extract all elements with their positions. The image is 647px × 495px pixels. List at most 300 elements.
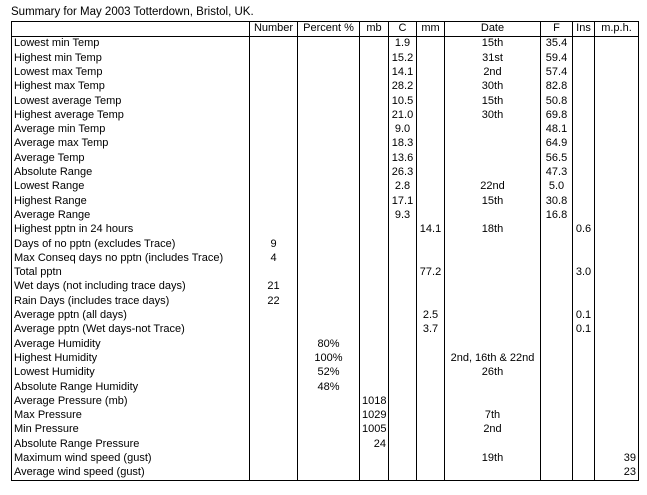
cell-label: Average Humidity bbox=[12, 337, 250, 351]
cell-label: Max Pressure bbox=[12, 409, 250, 423]
cell-number bbox=[250, 380, 298, 394]
cell-number bbox=[250, 137, 298, 151]
column-header-f: F bbox=[541, 22, 573, 37]
cell-mph bbox=[595, 180, 639, 194]
cell-percent bbox=[298, 66, 360, 80]
cell-label: Days of no pptn (excludes Trace) bbox=[12, 237, 250, 251]
cell-percent: 100% bbox=[298, 352, 360, 366]
cell-number bbox=[250, 166, 298, 180]
cell-mph bbox=[595, 437, 639, 451]
cell-percent: 80% bbox=[298, 337, 360, 351]
cell-f bbox=[541, 309, 573, 323]
cell-number bbox=[250, 209, 298, 223]
column-header-c: C bbox=[389, 22, 417, 37]
cell-mb bbox=[360, 237, 389, 251]
cell-label: Lowest max Temp bbox=[12, 66, 250, 80]
cell-mb bbox=[360, 294, 389, 308]
cell-date bbox=[445, 309, 541, 323]
cell-mm bbox=[417, 352, 445, 366]
cell-mm bbox=[417, 337, 445, 351]
cell-mm bbox=[417, 108, 445, 122]
cell-number bbox=[250, 409, 298, 423]
cell-number: 21 bbox=[250, 280, 298, 294]
cell-mph bbox=[595, 309, 639, 323]
cell-mph bbox=[595, 251, 639, 265]
cell-mph bbox=[595, 394, 639, 408]
table-row bbox=[12, 180, 639, 194]
cell-label: Average pptn (all days) bbox=[12, 309, 250, 323]
cell-date: 2nd bbox=[445, 66, 541, 80]
cell-c bbox=[389, 294, 417, 308]
cell-c bbox=[389, 380, 417, 394]
cell-mb bbox=[360, 166, 389, 180]
cell-ins bbox=[573, 166, 595, 180]
cell-c: 10.5 bbox=[389, 94, 417, 108]
cell-date bbox=[445, 437, 541, 451]
cell-label: Average Temp bbox=[12, 151, 250, 165]
cell-label: Absolute Range bbox=[12, 166, 250, 180]
cell-date bbox=[445, 137, 541, 151]
cell-mm bbox=[417, 423, 445, 437]
column-header-mb: mb bbox=[360, 22, 389, 37]
cell-mph bbox=[595, 323, 639, 337]
cell-ins bbox=[573, 409, 595, 423]
cell-label: Rain Days (includes trace days) bbox=[12, 294, 250, 308]
cell-label: Highest Humidity bbox=[12, 352, 250, 366]
cell-label: Highest min Temp bbox=[12, 51, 250, 65]
cell-ins: 0.1 bbox=[573, 309, 595, 323]
cell-ins bbox=[573, 37, 595, 52]
cell-ins bbox=[573, 151, 595, 165]
cell-number bbox=[250, 423, 298, 437]
cell-f bbox=[541, 237, 573, 251]
cell-c bbox=[389, 309, 417, 323]
column-header-mm: mm bbox=[417, 22, 445, 37]
cell-f bbox=[541, 294, 573, 308]
cell-number bbox=[250, 394, 298, 408]
table-row bbox=[12, 237, 639, 251]
cell-ins bbox=[573, 209, 595, 223]
cell-f bbox=[541, 266, 573, 280]
cell-f: 69.8 bbox=[541, 108, 573, 122]
cell-number bbox=[250, 223, 298, 237]
cell-number: 22 bbox=[250, 294, 298, 308]
cell-mm bbox=[417, 466, 445, 481]
cell-f bbox=[541, 466, 573, 481]
cell-mph bbox=[595, 352, 639, 366]
table-row bbox=[12, 352, 639, 366]
cell-percent bbox=[298, 151, 360, 165]
column-header-date: Date bbox=[445, 22, 541, 37]
cell-ins: 0.6 bbox=[573, 223, 595, 237]
cell-label: Absolute Range Humidity bbox=[12, 380, 250, 394]
cell-c: 15.2 bbox=[389, 51, 417, 65]
cell-mb bbox=[360, 352, 389, 366]
table-row bbox=[12, 151, 639, 165]
cell-mph bbox=[595, 337, 639, 351]
cell-date bbox=[445, 266, 541, 280]
cell-f bbox=[541, 409, 573, 423]
cell-percent bbox=[298, 466, 360, 481]
table-row bbox=[12, 209, 639, 223]
cell-date: 30th bbox=[445, 80, 541, 94]
cell-mph bbox=[595, 209, 639, 223]
cell-ins bbox=[573, 394, 595, 408]
cell-c bbox=[389, 366, 417, 380]
cell-f: 56.5 bbox=[541, 151, 573, 165]
cell-mb bbox=[360, 466, 389, 481]
cell-date: 18th bbox=[445, 223, 541, 237]
cell-percent bbox=[298, 223, 360, 237]
cell-c bbox=[389, 466, 417, 481]
table-row bbox=[12, 409, 639, 423]
cell-percent bbox=[298, 51, 360, 65]
cell-c bbox=[389, 352, 417, 366]
cell-number bbox=[250, 366, 298, 380]
cell-date bbox=[445, 380, 541, 394]
cell-mb bbox=[360, 280, 389, 294]
cell-number bbox=[250, 323, 298, 337]
cell-label: Highest Range bbox=[12, 194, 250, 208]
table-row bbox=[12, 337, 639, 351]
cell-c bbox=[389, 323, 417, 337]
cell-mph bbox=[595, 294, 639, 308]
column-header-number: Number bbox=[250, 22, 298, 37]
cell-mm: 14.1 bbox=[417, 223, 445, 237]
cell-mb bbox=[360, 380, 389, 394]
cell-mph bbox=[595, 108, 639, 122]
cell-ins bbox=[573, 294, 595, 308]
cell-c: 9.0 bbox=[389, 123, 417, 137]
cell-number bbox=[250, 266, 298, 280]
cell-mb bbox=[360, 108, 389, 122]
cell-ins bbox=[573, 437, 595, 451]
cell-mb bbox=[360, 123, 389, 137]
cell-mb bbox=[360, 94, 389, 108]
cell-date bbox=[445, 237, 541, 251]
cell-mph bbox=[595, 380, 639, 394]
cell-label: Lowest min Temp bbox=[12, 37, 250, 52]
cell-f bbox=[541, 366, 573, 380]
cell-f: 50.8 bbox=[541, 94, 573, 108]
table-row bbox=[12, 94, 639, 108]
cell-percent bbox=[298, 266, 360, 280]
table-row bbox=[12, 108, 639, 122]
cell-c: 26.3 bbox=[389, 166, 417, 180]
cell-f: 30.8 bbox=[541, 194, 573, 208]
cell-mm bbox=[417, 180, 445, 194]
cell-percent bbox=[298, 209, 360, 223]
cell-mph bbox=[595, 151, 639, 165]
cell-mph bbox=[595, 80, 639, 94]
cell-label: Wet days (not including trace days) bbox=[12, 280, 250, 294]
cell-c bbox=[389, 266, 417, 280]
table-row bbox=[12, 280, 639, 294]
cell-f: 48.1 bbox=[541, 123, 573, 137]
cell-mph bbox=[595, 409, 639, 423]
cell-ins bbox=[573, 194, 595, 208]
cell-mm: 77.2 bbox=[417, 266, 445, 280]
cell-mph bbox=[595, 366, 639, 380]
cell-number bbox=[250, 309, 298, 323]
cell-ins bbox=[573, 137, 595, 151]
cell-mm: 2.5 bbox=[417, 309, 445, 323]
table-row bbox=[12, 380, 639, 394]
cell-f bbox=[541, 251, 573, 265]
cell-mm bbox=[417, 437, 445, 451]
cell-mb bbox=[360, 337, 389, 351]
cell-date bbox=[445, 294, 541, 308]
cell-c bbox=[389, 280, 417, 294]
cell-number bbox=[250, 51, 298, 65]
cell-mb bbox=[360, 309, 389, 323]
cell-c: 1.9 bbox=[389, 37, 417, 52]
cell-date: 2nd, 16th & 22nd bbox=[445, 352, 541, 366]
cell-mb bbox=[360, 194, 389, 208]
cell-number bbox=[250, 37, 298, 52]
cell-label: Min Pressure bbox=[12, 423, 250, 437]
cell-ins bbox=[573, 123, 595, 137]
cell-mb bbox=[360, 37, 389, 52]
cell-date: 7th bbox=[445, 409, 541, 423]
cell-mph bbox=[595, 51, 639, 65]
cell-percent bbox=[298, 237, 360, 251]
cell-mph bbox=[595, 166, 639, 180]
cell-percent: 52% bbox=[298, 366, 360, 380]
cell-ins bbox=[573, 108, 595, 122]
table-row bbox=[12, 466, 639, 481]
cell-mb bbox=[360, 209, 389, 223]
table-row bbox=[12, 452, 639, 466]
cell-percent bbox=[298, 80, 360, 94]
cell-label: Average max Temp bbox=[12, 137, 250, 151]
cell-percent bbox=[298, 437, 360, 451]
cell-f: 57.4 bbox=[541, 66, 573, 80]
cell-date bbox=[445, 323, 541, 337]
cell-label: Average min Temp bbox=[12, 123, 250, 137]
summary-table bbox=[11, 21, 639, 481]
table-row bbox=[12, 166, 639, 180]
cell-f bbox=[541, 280, 573, 294]
cell-ins bbox=[573, 66, 595, 80]
cell-date bbox=[445, 151, 541, 165]
cell-mb bbox=[360, 151, 389, 165]
cell-ins bbox=[573, 352, 595, 366]
cell-mm bbox=[417, 37, 445, 52]
cell-ins bbox=[573, 51, 595, 65]
column-header-percent: Percent % bbox=[298, 22, 360, 37]
table-row bbox=[12, 51, 639, 65]
cell-f bbox=[541, 394, 573, 408]
cell-mb bbox=[360, 452, 389, 466]
column-header-label bbox=[12, 22, 250, 37]
cell-mm bbox=[417, 409, 445, 423]
cell-ins bbox=[573, 80, 595, 94]
table-body bbox=[12, 37, 639, 481]
table-row bbox=[12, 423, 639, 437]
cell-mb bbox=[360, 51, 389, 65]
cell-ins bbox=[573, 251, 595, 265]
table-row bbox=[12, 266, 639, 280]
cell-ins bbox=[573, 366, 595, 380]
cell-mm bbox=[417, 394, 445, 408]
table-row bbox=[12, 251, 639, 265]
cell-percent bbox=[298, 37, 360, 52]
cell-c: 21.0 bbox=[389, 108, 417, 122]
cell-percent: 48% bbox=[298, 380, 360, 394]
cell-mm bbox=[417, 237, 445, 251]
cell-number bbox=[250, 94, 298, 108]
cell-label: Average pptn (Wet days-not Trace) bbox=[12, 323, 250, 337]
cell-c: 14.1 bbox=[389, 66, 417, 80]
cell-c: 13.6 bbox=[389, 151, 417, 165]
cell-c bbox=[389, 452, 417, 466]
cell-ins: 0.1 bbox=[573, 323, 595, 337]
cell-mph bbox=[595, 266, 639, 280]
cell-c bbox=[389, 394, 417, 408]
cell-c: 17.1 bbox=[389, 194, 417, 208]
header-row bbox=[12, 22, 639, 37]
table-row bbox=[12, 80, 639, 94]
cell-label: Max Conseq days no pptn (includes Trace) bbox=[12, 251, 250, 265]
cell-f bbox=[541, 452, 573, 466]
table-row bbox=[12, 394, 639, 408]
cell-label: Absolute Range Pressure bbox=[12, 437, 250, 451]
cell-ins bbox=[573, 452, 595, 466]
cell-ins bbox=[573, 280, 595, 294]
cell-mph bbox=[595, 123, 639, 137]
cell-mph bbox=[595, 66, 639, 80]
cell-f: 35.4 bbox=[541, 37, 573, 52]
cell-mph bbox=[595, 94, 639, 108]
cell-mm bbox=[417, 366, 445, 380]
cell-c: 9.3 bbox=[389, 209, 417, 223]
cell-f bbox=[541, 337, 573, 351]
table-row bbox=[12, 323, 639, 337]
cell-percent bbox=[298, 180, 360, 194]
cell-label: Average Pressure (mb) bbox=[12, 394, 250, 408]
cell-mm bbox=[417, 209, 445, 223]
cell-mph bbox=[595, 137, 639, 151]
table-row bbox=[12, 37, 639, 52]
cell-mm bbox=[417, 251, 445, 265]
cell-c bbox=[389, 251, 417, 265]
cell-f: 64.9 bbox=[541, 137, 573, 151]
cell-mb bbox=[360, 323, 389, 337]
cell-c bbox=[389, 337, 417, 351]
cell-ins bbox=[573, 380, 595, 394]
cell-mm bbox=[417, 380, 445, 394]
cell-mb: 1029 bbox=[360, 409, 389, 423]
cell-label: Lowest average Temp bbox=[12, 94, 250, 108]
cell-number bbox=[250, 352, 298, 366]
cell-percent bbox=[298, 166, 360, 180]
cell-mm bbox=[417, 94, 445, 108]
cell-label: Average Range bbox=[12, 209, 250, 223]
cell-mb bbox=[360, 66, 389, 80]
table-row bbox=[12, 294, 639, 308]
cell-ins bbox=[573, 237, 595, 251]
table-row bbox=[12, 137, 639, 151]
cell-mb bbox=[360, 266, 389, 280]
cell-f bbox=[541, 437, 573, 451]
cell-date: 26th bbox=[445, 366, 541, 380]
cell-percent bbox=[298, 309, 360, 323]
cell-f: 47.3 bbox=[541, 166, 573, 180]
cell-number bbox=[250, 194, 298, 208]
cell-label: Total pptn bbox=[12, 266, 250, 280]
cell-mm bbox=[417, 280, 445, 294]
cell-ins: 3.0 bbox=[573, 266, 595, 280]
cell-mb bbox=[360, 366, 389, 380]
cell-mb bbox=[360, 223, 389, 237]
cell-ins bbox=[573, 423, 595, 437]
cell-percent bbox=[298, 108, 360, 122]
cell-percent bbox=[298, 323, 360, 337]
cell-mm bbox=[417, 66, 445, 80]
cell-percent bbox=[298, 452, 360, 466]
cell-label: Highest max Temp bbox=[12, 80, 250, 94]
cell-f: 82.8 bbox=[541, 80, 573, 94]
cell-mm: 3.7 bbox=[417, 323, 445, 337]
cell-date bbox=[445, 466, 541, 481]
cell-c bbox=[389, 409, 417, 423]
table-row bbox=[12, 66, 639, 80]
table-row bbox=[12, 194, 639, 208]
cell-percent bbox=[298, 94, 360, 108]
cell-c: 28.2 bbox=[389, 80, 417, 94]
table-row bbox=[12, 309, 639, 323]
cell-date bbox=[445, 166, 541, 180]
cell-label: Lowest Range bbox=[12, 180, 250, 194]
cell-ins bbox=[573, 337, 595, 351]
column-header-mph: m.p.h. bbox=[595, 22, 639, 37]
cell-number bbox=[250, 337, 298, 351]
cell-date bbox=[445, 123, 541, 137]
cell-label: Maximum wind speed (gust) bbox=[12, 452, 250, 466]
cell-label: Highest pptn in 24 hours bbox=[12, 223, 250, 237]
cell-mph bbox=[595, 223, 639, 237]
cell-mm bbox=[417, 80, 445, 94]
cell-c bbox=[389, 423, 417, 437]
cell-f: 59.4 bbox=[541, 51, 573, 65]
cell-mph bbox=[595, 280, 639, 294]
cell-label: Average wind speed (gust) bbox=[12, 466, 250, 481]
cell-date: 22nd bbox=[445, 180, 541, 194]
cell-f bbox=[541, 352, 573, 366]
cell-percent bbox=[298, 123, 360, 137]
cell-ins bbox=[573, 180, 595, 194]
cell-mm bbox=[417, 137, 445, 151]
cell-percent bbox=[298, 251, 360, 265]
page-title: Summary for May 2003 Totterdown, Bristol, UK. bbox=[11, 6, 254, 18]
cell-number: 9 bbox=[250, 237, 298, 251]
cell-mph: 23 bbox=[595, 466, 639, 481]
cell-c: 18.3 bbox=[389, 137, 417, 151]
cell-ins bbox=[573, 466, 595, 481]
cell-f: 5.0 bbox=[541, 180, 573, 194]
cell-number bbox=[250, 437, 298, 451]
cell-mm bbox=[417, 452, 445, 466]
cell-mph bbox=[595, 37, 639, 52]
cell-c bbox=[389, 437, 417, 451]
cell-date bbox=[445, 337, 541, 351]
table-row bbox=[12, 123, 639, 137]
cell-mph bbox=[595, 194, 639, 208]
cell-mph bbox=[595, 423, 639, 437]
cell-mb: 1005 bbox=[360, 423, 389, 437]
cell-mb: 1018 bbox=[360, 394, 389, 408]
